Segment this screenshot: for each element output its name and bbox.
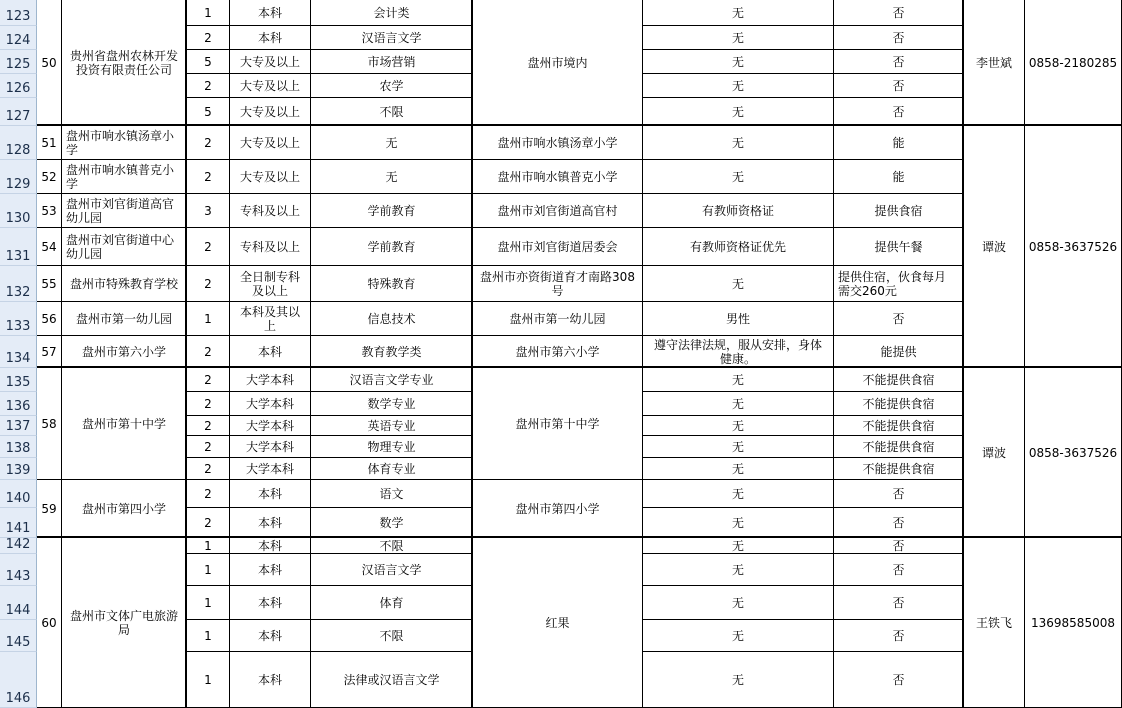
major-cell[interactable]: 教育教学类: [311, 336, 473, 368]
major-cell[interactable]: 法律或汉语言文学: [311, 652, 473, 708]
major-cell[interactable]: 英语专业: [311, 416, 473, 436]
count-cell[interactable]: 2: [187, 480, 230, 508]
education-cell[interactable]: 本科: [230, 652, 311, 708]
education-cell[interactable]: 大专及以上: [230, 98, 311, 126]
education-cell[interactable]: 本科及其以 上: [230, 302, 311, 336]
unit-number-cell[interactable]: 57: [37, 336, 62, 368]
column-separator: [471, 0, 472, 708]
unit-number-cell[interactable]: 51: [37, 126, 62, 160]
major-cell[interactable]: 无: [311, 126, 473, 160]
row-header[interactable]: 136: [0, 392, 37, 416]
education-cell[interactable]: 本科: [230, 586, 311, 620]
education-cell[interactable]: 大专及以上: [230, 126, 311, 160]
benefit-cell[interactable]: 否: [834, 480, 964, 508]
work-place-cell[interactable]: 红果: [473, 538, 643, 708]
education-cell[interactable]: 本科: [230, 336, 311, 368]
benefit-cell[interactable]: 否: [834, 302, 964, 336]
benefit-cell[interactable]: 否: [834, 586, 964, 620]
column-separator: [962, 0, 963, 708]
column-separator: [185, 0, 186, 708]
row-header[interactable]: 131: [0, 228, 37, 266]
major-cell[interactable]: 信息技术: [311, 302, 473, 336]
requirement-cell[interactable]: 无: [643, 554, 834, 586]
major-cell[interactable]: 不限: [311, 538, 473, 554]
row-header[interactable]: 140: [0, 480, 37, 508]
unit-name-cell[interactable]: 贵州省盘州农林开发 投资有限责任公司: [62, 0, 187, 126]
education-cell[interactable]: 大学本科: [230, 436, 311, 458]
count-cell[interactable]: 2: [187, 436, 230, 458]
benefit-cell[interactable]: 否: [834, 538, 964, 554]
unit-name-cell[interactable]: 盘州市响水镇普克小 学: [62, 160, 187, 194]
education-cell[interactable]: 大学本科: [230, 368, 311, 392]
education-cell[interactable]: 全日制专科 及以上: [230, 266, 311, 302]
benefit-cell[interactable]: 否: [834, 74, 964, 98]
requirement-cell[interactable]: 无: [643, 480, 834, 508]
count-cell[interactable]: 2: [187, 74, 230, 98]
major-cell[interactable]: 会计类: [311, 0, 473, 26]
unit-number-cell[interactable]: 52: [37, 160, 62, 194]
requirement-cell[interactable]: 无: [643, 98, 834, 126]
requirement-cell[interactable]: 有教师资格证: [643, 194, 834, 228]
row-header[interactable]: 123: [0, 0, 37, 26]
unit-name-cell[interactable]: 盘州市第六小学: [62, 336, 187, 368]
count-cell[interactable]: 2: [187, 228, 230, 266]
major-cell[interactable]: 语文: [311, 480, 473, 508]
row-header[interactable]: 145: [0, 620, 37, 652]
unit-name-cell[interactable]: 盘州市刘官街道中心 幼儿园: [62, 228, 187, 266]
requirement-cell[interactable]: 无: [643, 458, 834, 480]
work-place-cell[interactable]: 盘州市境内: [473, 0, 643, 126]
major-cell[interactable]: 数学专业: [311, 392, 473, 416]
education-cell[interactable]: 大学本科: [230, 458, 311, 480]
unit-number-cell[interactable]: 58: [37, 368, 62, 480]
benefit-cell[interactable]: 能: [834, 126, 964, 160]
row-header[interactable]: 142: [0, 538, 37, 554]
work-place-cell[interactable]: 盘州市第一幼儿园: [473, 302, 643, 336]
benefit-cell[interactable]: 能提供: [834, 336, 964, 368]
row-header[interactable]: 135: [0, 368, 37, 392]
education-cell[interactable]: 大学本科: [230, 392, 311, 416]
major-cell[interactable]: 体育: [311, 586, 473, 620]
count-cell[interactable]: 2: [187, 160, 230, 194]
requirement-cell[interactable]: 无: [643, 436, 834, 458]
benefit-cell[interactable]: 提供食宿: [834, 194, 964, 228]
benefit-cell[interactable]: 否: [834, 50, 964, 74]
unit-number-cell[interactable]: 56: [37, 302, 62, 336]
requirement-cell[interactable]: 无: [643, 50, 834, 74]
count-cell[interactable]: 1: [187, 554, 230, 586]
row-header[interactable]: 144: [0, 586, 37, 620]
requirement-cell[interactable]: 无: [643, 368, 834, 392]
count-cell[interactable]: 2: [187, 458, 230, 480]
count-cell[interactable]: 1: [187, 620, 230, 652]
benefit-cell[interactable]: 不能提供食宿: [834, 416, 964, 436]
education-cell[interactable]: 专科及以上: [230, 194, 311, 228]
benefit-cell[interactable]: 否: [834, 98, 964, 126]
count-cell[interactable]: 1: [187, 586, 230, 620]
education-cell[interactable]: 本科: [230, 0, 311, 26]
requirement-cell[interactable]: 无: [643, 586, 834, 620]
education-cell[interactable]: 本科: [230, 480, 311, 508]
benefit-cell[interactable]: 不能提供食宿: [834, 458, 964, 480]
count-cell[interactable]: 2: [187, 126, 230, 160]
education-cell[interactable]: 大专及以上: [230, 74, 311, 98]
requirement-cell[interactable]: 无: [643, 508, 834, 538]
row-header[interactable]: 126: [0, 74, 37, 98]
phone-cell[interactable]: 13698585008: [1025, 538, 1122, 708]
requirement-cell[interactable]: 遵守法律法规，服从安排，身体 健康。: [643, 336, 834, 368]
phone-cell[interactable]: 0858-2180285: [1025, 0, 1122, 126]
count-cell[interactable]: 2: [187, 392, 230, 416]
count-cell[interactable]: 2: [187, 368, 230, 392]
major-cell[interactable]: 不限: [311, 620, 473, 652]
requirement-cell[interactable]: 无: [643, 266, 834, 302]
requirement-cell[interactable]: 无: [643, 416, 834, 436]
row-header[interactable]: 141: [0, 508, 37, 538]
benefit-cell[interactable]: 提供住宿，伙食每月 需交260元: [834, 266, 964, 302]
major-cell[interactable]: 农学: [311, 74, 473, 98]
unit-number-cell[interactable]: 54: [37, 228, 62, 266]
requirement-cell[interactable]: 无: [643, 538, 834, 554]
requirement-cell[interactable]: 有教师资格证优先: [643, 228, 834, 266]
group-separator: [37, 536, 1122, 538]
major-cell[interactable]: 特殊教育: [311, 266, 473, 302]
unit-name-cell[interactable]: 盘州市刘官街道高官 幼儿园: [62, 194, 187, 228]
count-cell[interactable]: 3: [187, 194, 230, 228]
education-cell[interactable]: 大学本科: [230, 416, 311, 436]
major-cell[interactable]: 学前教育: [311, 194, 473, 228]
benefit-cell[interactable]: 否: [834, 554, 964, 586]
count-cell[interactable]: 2: [187, 508, 230, 538]
requirement-cell[interactable]: 男性: [643, 302, 834, 336]
count-cell[interactable]: 2: [187, 266, 230, 302]
row-header[interactable]: 146: [0, 652, 37, 708]
benefit-cell[interactable]: 否: [834, 26, 964, 50]
contact-cell[interactable]: 王铁飞: [964, 538, 1025, 708]
benefit-cell[interactable]: 否: [834, 508, 964, 538]
major-cell[interactable]: 数学: [311, 508, 473, 538]
unit-name-cell[interactable]: 盘州市特殊教育学校: [62, 266, 187, 302]
benefit-cell[interactable]: 不能提供食宿: [834, 436, 964, 458]
group-separator: [37, 366, 1122, 368]
major-cell[interactable]: 汉语言文学: [311, 26, 473, 50]
work-place-cell[interactable]: 盘州市刘官街道居委会: [473, 228, 643, 266]
major-cell[interactable]: 物理专业: [311, 436, 473, 458]
row-header[interactable]: 132: [0, 266, 37, 302]
education-cell[interactable]: 本科: [230, 554, 311, 586]
work-place-cell[interactable]: 盘州市亦资街道育才南路308 号: [473, 266, 643, 302]
unit-number-cell[interactable]: 60: [37, 538, 62, 708]
contact-cell[interactable]: 李世斌: [964, 0, 1025, 126]
benefit-cell[interactable]: 否: [834, 652, 964, 708]
requirement-cell[interactable]: 无: [643, 160, 834, 194]
count-cell[interactable]: 5: [187, 98, 230, 126]
phone-cell[interactable]: 0858-3637526: [1025, 368, 1122, 538]
requirement-cell[interactable]: 无: [643, 74, 834, 98]
education-cell[interactable]: 大专及以上: [230, 160, 311, 194]
group-separator: [37, 124, 1122, 126]
major-cell[interactable]: 汉语言文学专业: [311, 368, 473, 392]
work-place-cell[interactable]: 盘州市响水镇汤章小学: [473, 126, 643, 160]
row-header[interactable]: 133: [0, 302, 37, 336]
major-cell[interactable]: 学前教育: [311, 228, 473, 266]
row-header[interactable]: 137: [0, 416, 37, 436]
row-header[interactable]: 127: [0, 98, 37, 126]
benefit-cell[interactable]: 不能提供食宿: [834, 368, 964, 392]
education-cell[interactable]: 本科: [230, 538, 311, 554]
contact-cell[interactable]: 谭波: [964, 368, 1025, 538]
row-header[interactable]: 134: [0, 336, 37, 368]
work-place-cell[interactable]: 盘州市响水镇普克小学: [473, 160, 643, 194]
work-place-cell[interactable]: 盘州市第六小学: [473, 336, 643, 368]
count-cell[interactable]: 2: [187, 336, 230, 368]
unit-name-cell[interactable]: 盘州市文体广电旅游 局: [62, 538, 187, 708]
education-cell[interactable]: 本科: [230, 508, 311, 538]
major-cell[interactable]: 市场营销: [311, 50, 473, 74]
row-header[interactable]: 128: [0, 126, 37, 160]
major-cell[interactable]: 不限: [311, 98, 473, 126]
count-cell[interactable]: 2: [187, 416, 230, 436]
contact-cell[interactable]: 谭波: [964, 126, 1025, 368]
unit-name-cell[interactable]: 盘州市第四小学: [62, 480, 187, 538]
count-cell[interactable]: 1: [187, 0, 230, 26]
work-place-cell[interactable]: 盘州市第四小学: [473, 480, 643, 538]
count-cell[interactable]: 1: [187, 302, 230, 336]
requirement-cell[interactable]: 无: [643, 652, 834, 708]
education-cell[interactable]: 专科及以上: [230, 228, 311, 266]
major-cell[interactable]: 无: [311, 160, 473, 194]
row-header[interactable]: 139: [0, 458, 37, 480]
major-cell[interactable]: 体育专业: [311, 458, 473, 480]
requirement-cell[interactable]: 无: [643, 0, 834, 26]
benefit-cell[interactable]: 否: [834, 620, 964, 652]
requirement-cell[interactable]: 无: [643, 126, 834, 160]
education-cell[interactable]: 本科: [230, 620, 311, 652]
education-cell[interactable]: 大专及以上: [230, 50, 311, 74]
row-header[interactable]: 143: [0, 554, 37, 586]
row-header[interactable]: 124: [0, 26, 37, 50]
unit-name-cell[interactable]: 盘州市第一幼儿园: [62, 302, 187, 336]
work-place-cell[interactable]: 盘州市第十中学: [473, 368, 643, 480]
benefit-cell[interactable]: 能: [834, 160, 964, 194]
unit-name-cell[interactable]: 盘州市第十中学: [62, 368, 187, 480]
unit-number-cell[interactable]: 55: [37, 266, 62, 302]
unit-number-cell[interactable]: 50: [37, 0, 62, 126]
work-place-cell[interactable]: 盘州市刘官街道高官村: [473, 194, 643, 228]
count-cell[interactable]: 5: [187, 50, 230, 74]
benefit-cell[interactable]: 不能提供食宿: [834, 392, 964, 416]
benefit-cell[interactable]: 否: [834, 0, 964, 26]
row-header[interactable]: 130: [0, 194, 37, 228]
row-header[interactable]: 138: [0, 436, 37, 458]
requirement-cell[interactable]: 无: [643, 392, 834, 416]
count-cell[interactable]: 1: [187, 538, 230, 554]
unit-number-cell[interactable]: 59: [37, 480, 62, 538]
requirement-cell[interactable]: 无: [643, 620, 834, 652]
requirement-cell[interactable]: 无: [643, 26, 834, 50]
phone-cell[interactable]: 0858-3637526: [1025, 126, 1122, 368]
row-header[interactable]: 125: [0, 50, 37, 74]
benefit-cell[interactable]: 提供午餐: [834, 228, 964, 266]
count-cell[interactable]: 2: [187, 26, 230, 50]
major-cell[interactable]: 汉语言文学: [311, 554, 473, 586]
unit-number-cell[interactable]: 53: [37, 194, 62, 228]
row-header[interactable]: 129: [0, 160, 37, 194]
count-cell[interactable]: 1: [187, 652, 230, 708]
unit-name-cell[interactable]: 盘州市响水镇汤章小 学: [62, 126, 187, 160]
education-cell[interactable]: 本科: [230, 26, 311, 50]
